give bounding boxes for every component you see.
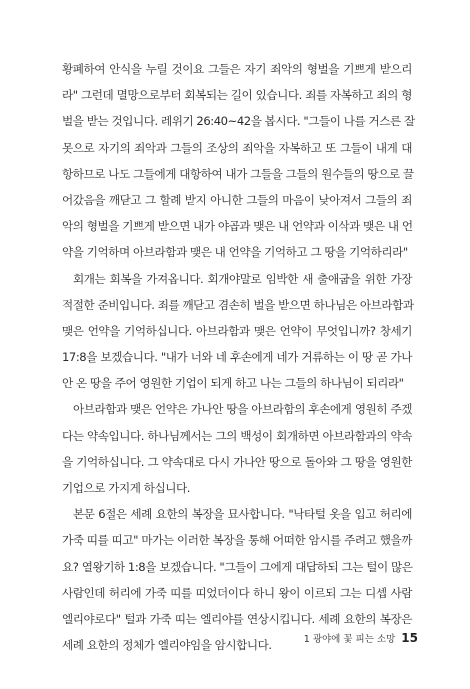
body-line: 벌을 받는 것입니다. 레위기 26:40~42을 봅시다. "그들이 나를 거스른 잘 — [62, 114, 415, 129]
body-line: 약을 기억하며 아브라함과 맺은 내 언약을 기억하고 그 땅을 기억하리라" — [62, 245, 408, 260]
body-text — [62, 56, 415, 658]
body-line: 17:8을 보겠습니다. "내가 너와 네 후손에게 네가 거류하는 이 땅 곧 가나 — [62, 350, 412, 365]
body-line: 적절한 준비입니다. 죄를 깨닫고 겸손히 벌을 받으면 하나님은 아브라함과 — [62, 297, 414, 312]
body-line: 기업으로 가지게 하십니다. — [62, 481, 190, 495]
chapter-title: 1 광야에 꽃 피는 소망 — [303, 634, 396, 645]
body-line: 악의 형벌을 기쁘게 받으면 내가 야곱과 맺은 내 언약과 이삭과 맺은 내 언 — [62, 219, 413, 234]
body-line: 세례 요한의 정체가 엘리야임을 암시합니다. — [62, 638, 272, 653]
body-line: 본문 6절은 세례 요한의 복장을 묘사합니다. "낙타털 옷을 입고 허리에 — [73, 507, 412, 522]
body-line: 가죽 띠를 띠고" 마가는 이러한 복장을 통해 어떠한 암시를 주려고 했을까 — [62, 533, 412, 548]
page-number: 15 — [401, 631, 418, 645]
body-line: 아브라함과 맺은 언약은 가나안 땅을 아브라함의 후손에게 영원히 주겠 — [73, 402, 412, 417]
body-line: 사람인데 허리에 가죽 띠를 띠었더이다 하니 왕이 이르되 그는 디셉 사람 — [62, 585, 412, 600]
body-line: 회개는 회복을 가져옵니다. 회개야말로 임박한 새 출애굽을 위한 가장 — [73, 271, 412, 286]
body-line: 요? 열왕기하 1:8을 보겠습니다. "그들이 그에게 대답하되 그는 털이 많은 — [62, 559, 413, 574]
body-line: 을 기억하십니다. 그 약속대로 다시 가나안 땅으로 돌아와 그 땅을 영원한 — [62, 454, 412, 469]
body-line: 항하므로 나도 그들에게 대항하여 내가 그들을 그들의 원수들의 땅으로 끌 — [62, 166, 414, 181]
body-line: 안 온 땅을 주어 영원한 기업이 되게 하고 나는 그들의 하나님이 되리라" — [62, 376, 404, 391]
body-line: 못으로 자기의 죄악과 그들의 조상의 죄악을 자복하고 또 그들이 내게 대 — [62, 140, 412, 155]
body-line: 라" 그런데 멸망으로부터 회복되는 길이 있습니다. 죄를 자복하고 죄의 형 — [62, 88, 412, 103]
body-line: 황폐하여 안식을 누릴 것이요 그들은 자기 죄악의 형벌을 기쁘게 받으리 — [62, 62, 412, 76]
body-line: 엘리야로다" 털과 가죽 띠는 엘리야를 연상시킵니다. 세례 요한의 복장은 — [62, 611, 412, 626]
body-line: 맺은 언약을 기억하십니다. 아브라함과 맺은 언약이 무엇입니까? 창세기 — [62, 323, 412, 338]
body-line: 어갔음을 깨닫고 그 할례 받지 아니한 그들의 마음이 낮아져서 그들의 죄 — [62, 192, 412, 207]
body-line: 다는 약속입니다. 하나님께서는 그의 백성이 회개하면 아브라함과의 약속 — [62, 428, 412, 443]
page-footer — [304, 631, 418, 645]
